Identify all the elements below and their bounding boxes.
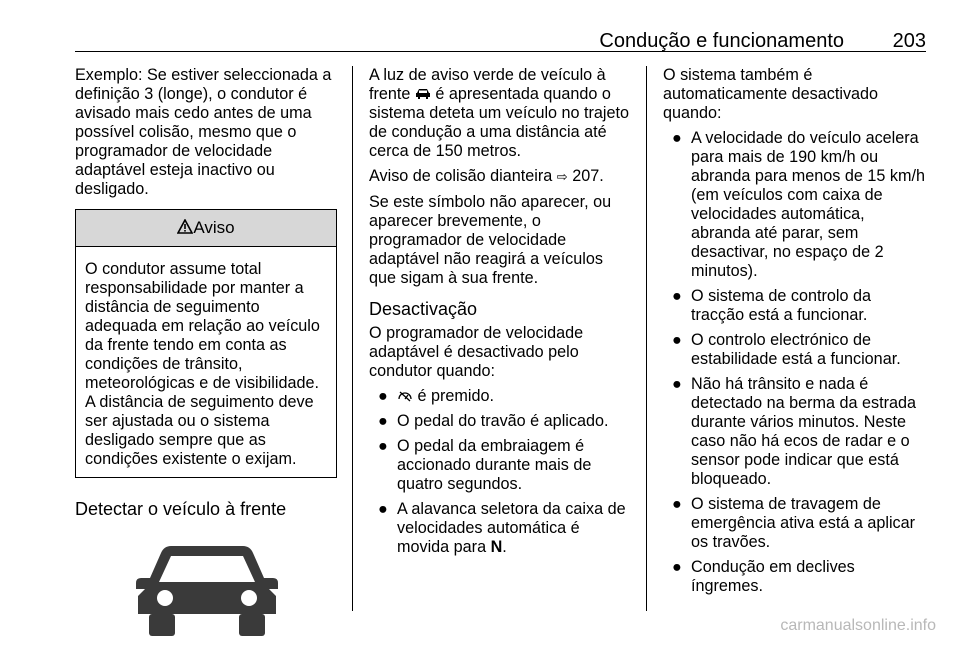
gear-position-n: N	[490, 538, 503, 556]
list-item-text: Não há trânsito e nada é detectado na berma da estrada durante vários minutos. Neste caso não há ecos de radar e o sensor pode indicar que está bloqueado.	[691, 375, 916, 488]
list-item	[663, 375, 928, 489]
warning-triangle-icon	[177, 219, 193, 234]
list-item-text: O pedal da embraiagem é accionado durante mais de quatro segundos.	[397, 437, 592, 493]
chapter-title: Condução e funcionamento	[599, 30, 844, 52]
bullet: ●	[672, 331, 682, 349]
column-right	[663, 66, 928, 602]
warning-paragraph-2: A distância de seguimento deve ser ajustada ou o sistema desligado sempre que as condições existente o exijam.	[85, 393, 314, 468]
list-item-text: O sistema de travagem de emergência ativa está a aplicar os travões.	[691, 495, 916, 551]
car-front-icon	[75, 534, 337, 644]
warning-title: Aviso	[193, 218, 235, 237]
warning-box	[75, 209, 337, 478]
watermark: carmanualsonline.info	[780, 617, 936, 634]
vehicle-ahead-icon	[415, 88, 431, 100]
list-item-text: A velocidade do veículo acelera para mais de 190 km/h ou abranda para menos de 15 km/h (em veículos com caixa de velocidades automática, abranda até parar, sem desactivar, no espaço de 2 minutos).	[691, 129, 925, 280]
page-header	[75, 0, 926, 52]
bullet: ●	[672, 287, 682, 305]
list-item-text: Condução em declives íngremes.	[691, 558, 855, 595]
page-reference[interactable]: 207.	[572, 167, 604, 185]
text-fragment: é apresentada quando o sistema deteta um veículo no trajeto de condução a uma distância até cerca de 150 metros.	[369, 85, 630, 160]
list-item	[663, 558, 928, 596]
text-fragment: .	[502, 538, 507, 556]
paragraph-auto-deactivation: O sistema também é automaticamente desactivado quando:	[663, 66, 879, 122]
bullet: ●	[378, 437, 388, 455]
bullet: ●	[672, 495, 682, 513]
list-item	[369, 437, 634, 494]
paragraph-deactivation-intro: O programador de velocidade adaptável é desactivado pelo condutor quando:	[369, 324, 584, 380]
paragraph-green-light	[369, 66, 634, 161]
auto-deactivation-list	[663, 129, 928, 596]
section-heading-deactivation: Desactivação	[369, 299, 478, 319]
car-illustration	[75, 534, 337, 644]
warning-body	[76, 247, 336, 477]
list-item	[369, 387, 634, 406]
column-middle	[369, 66, 634, 563]
text-fragment: é premido.	[417, 387, 494, 405]
deactivation-list	[369, 387, 634, 557]
list-item	[663, 495, 928, 552]
paragraph-symbol: Se este símbolo não aparecer, ou aparecer brevemente, o programador de velocidade adaptável não reagirá a veículos que sigam à sua frente.	[369, 193, 612, 287]
bullet: ●	[672, 375, 682, 393]
text-fragment: A luz de aviso verde de veículo à frente	[369, 66, 606, 103]
list-item	[369, 412, 634, 431]
list-item-text: O controlo electrónico de estabilidade está a funcionar.	[691, 331, 901, 368]
list-item	[663, 287, 928, 325]
column-divider-1	[352, 66, 353, 611]
bullet: ●	[378, 387, 388, 405]
list-item	[369, 500, 634, 557]
text-fragment: Aviso de colisão dianteira	[369, 167, 553, 185]
warning-paragraph-1: O condutor assume total responsabilidade por manter a distância de seguimento adequada em relação ao veículo da frente tendo em conta as condições de trânsito, meteorológicas e de visibilidade.	[85, 260, 320, 392]
list-item-text: O pedal do travão é aplicado.	[397, 412, 609, 430]
bullet: ●	[672, 129, 682, 147]
list-item	[663, 331, 928, 369]
cruise-cancel-icon	[397, 390, 413, 402]
intro-paragraph: Exemplo: Se estiver seleccionada a definição 3 (longe), o condutor é avisado mais cedo antes de uma possível colisão, mesmo que o programador de velocidade adaptável esteja inactivo ou desligado.	[75, 66, 332, 198]
list-item-text: O sistema de controlo da tracção está a funcionar.	[691, 287, 871, 324]
bullet: ●	[378, 412, 388, 430]
page-number: 203	[892, 30, 926, 52]
section-heading-detect: Detectar o veículo à frente	[75, 499, 287, 519]
column-divider-2	[646, 66, 647, 611]
list-item	[663, 129, 928, 281]
text-fragment: A alavanca seletora da caixa de velocidades automática é movida para	[397, 500, 626, 556]
bullet: ●	[378, 500, 388, 518]
warning-header	[76, 210, 336, 247]
reference-arrow-icon: ⇨	[556, 170, 568, 185]
column-left	[75, 66, 337, 644]
bullet: ●	[672, 558, 682, 576]
paragraph-collision-ref	[369, 167, 634, 187]
